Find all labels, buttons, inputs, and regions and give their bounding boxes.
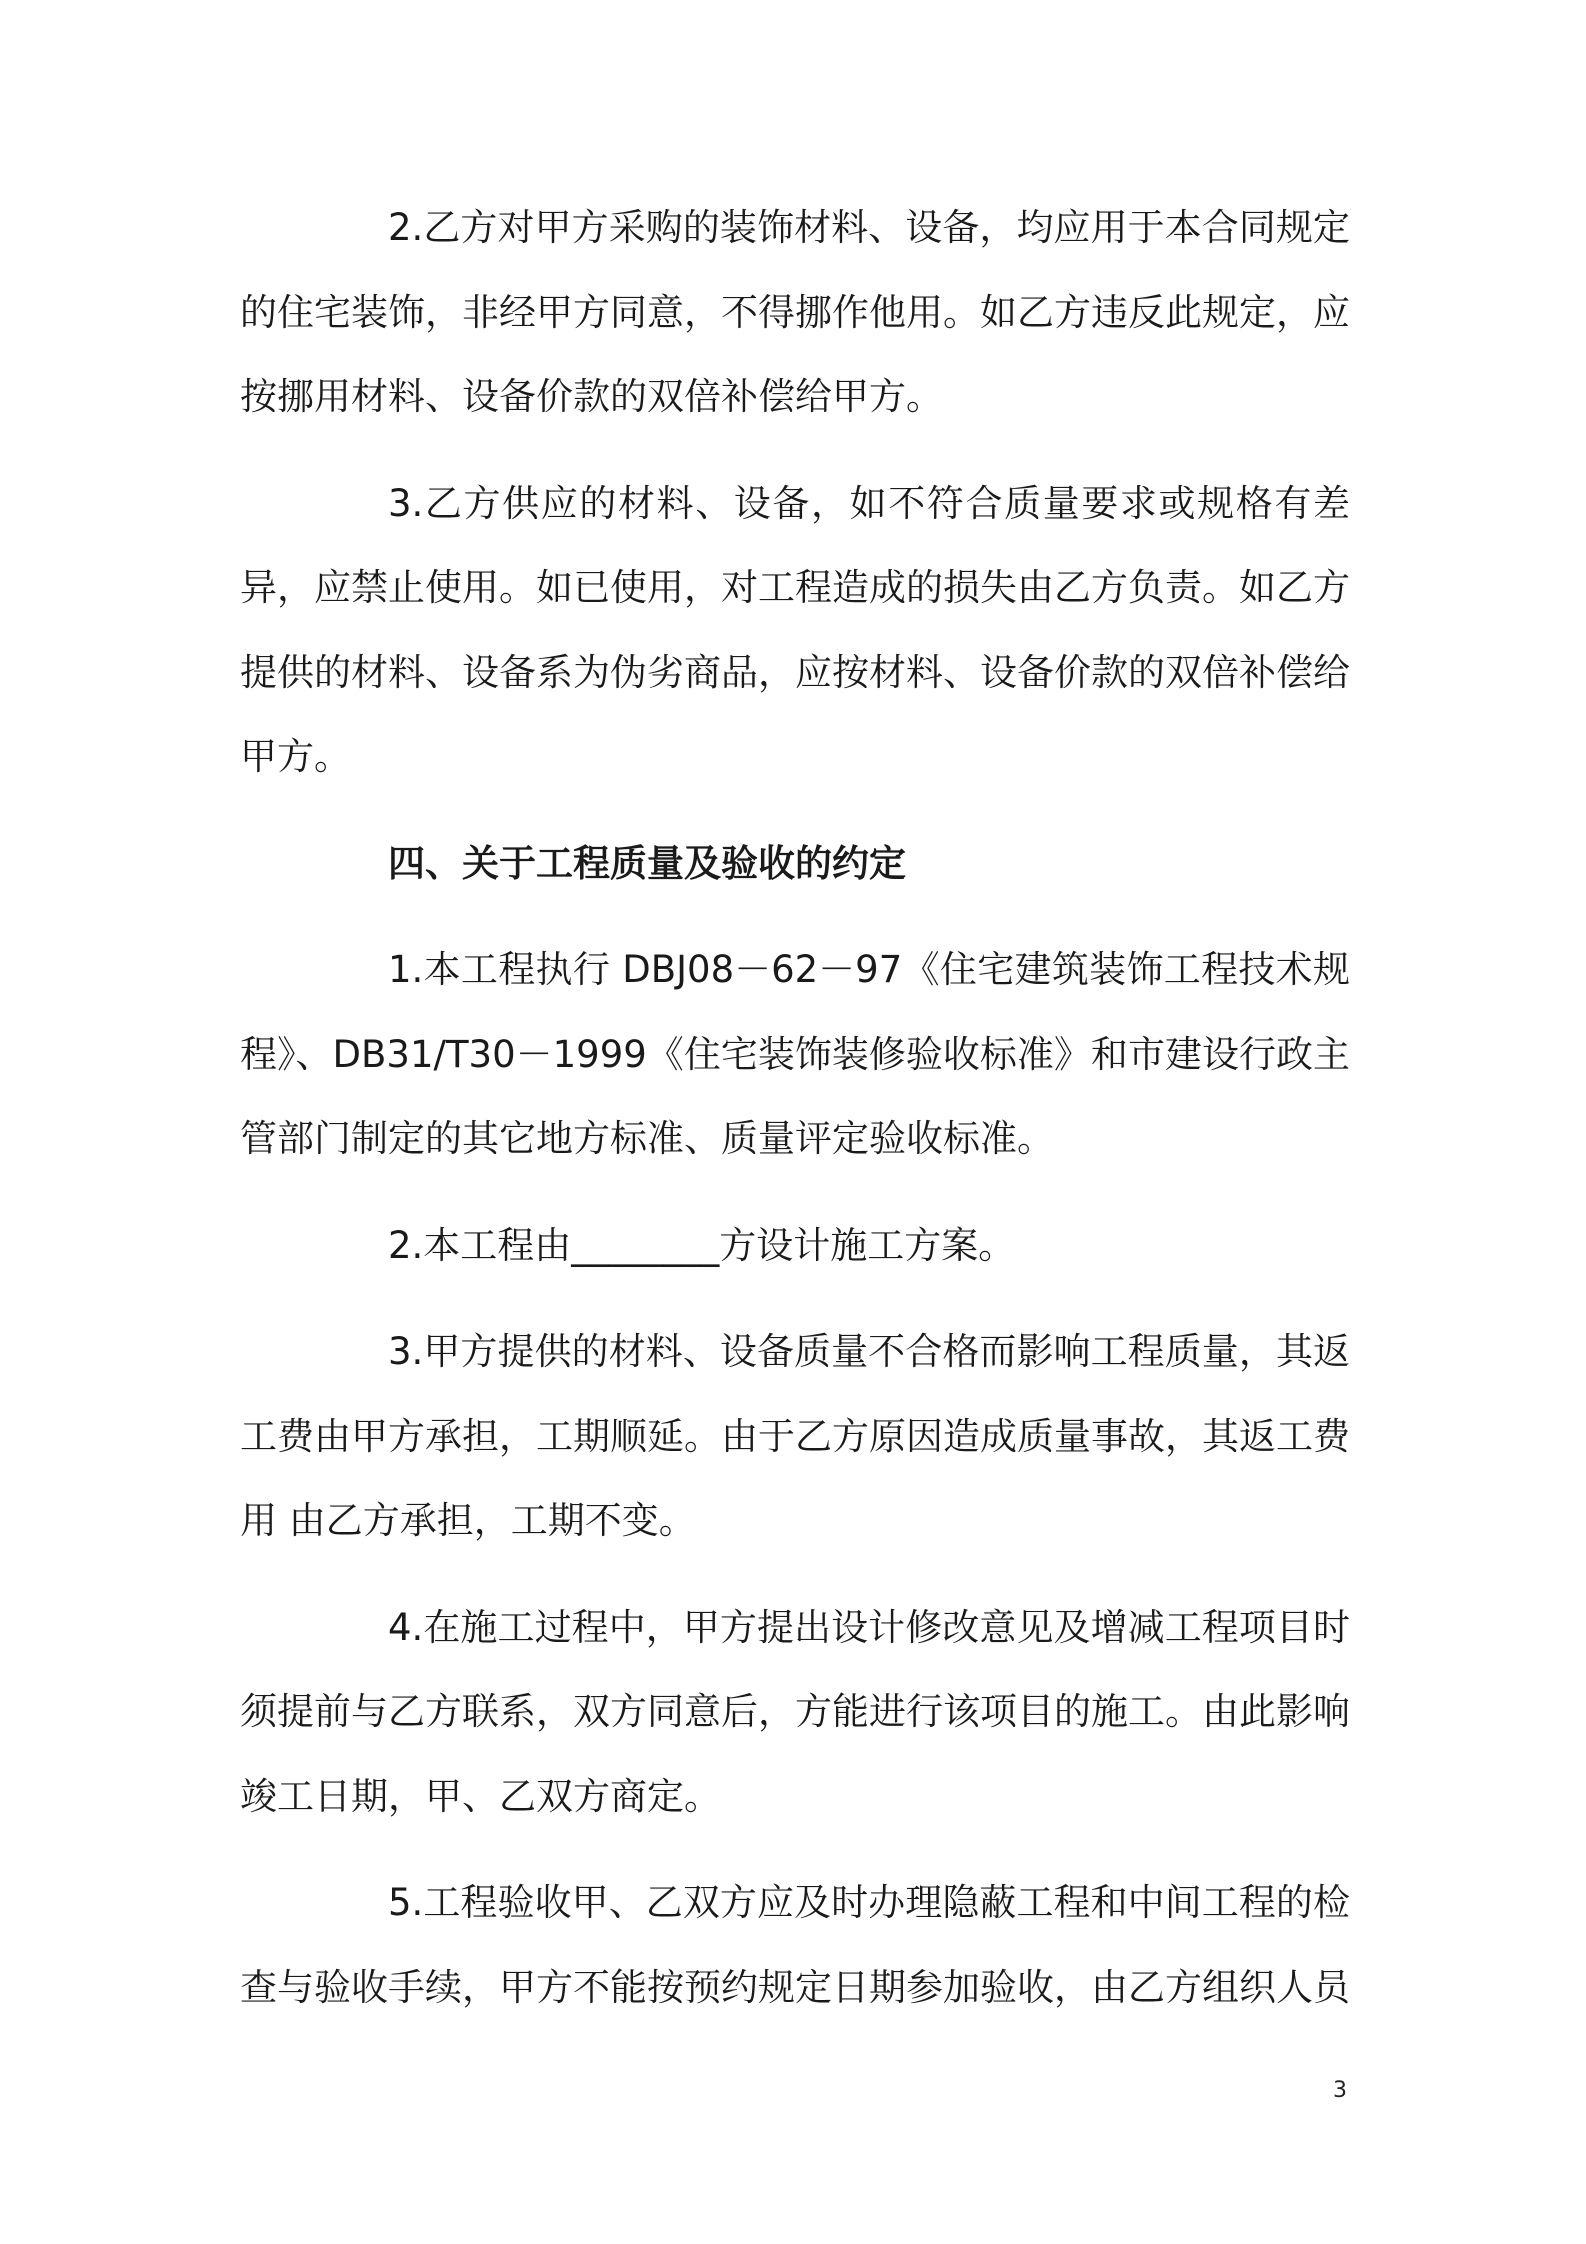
document-body xyxy=(240,186,1350,2052)
section-heading-quality-acceptance: 四、关于工程质量及验收的约定 xyxy=(388,841,906,885)
paragraph-material-usage: 2.乙方对甲方采购的装饰材料、设备，均应用于本合同规定的住宅装饰，非经甲方同意，不得挪作他用。如乙方违反此规定，应按挪用材料、设备价款的双倍补偿给甲方。 xyxy=(240,206,1350,418)
page-number: 3 xyxy=(1333,2078,1347,2103)
paragraph-supplied-materials: 3.乙方供应的材料、设备，如不符合质量要求或规格有差异，应禁止使用。如已使用，对工程造成的损失由乙方负责。如乙方提供的材料、设备系为伪劣商品，应按材料、设备价款的双倍补偿给甲方。 xyxy=(240,481,1350,778)
paragraph-design-changes: 4.在施工过程中，甲方提出设计修改意见及增减工程项目时须提前与乙方联系，双方同意后，方能进行该项目的施工。由此影响竣工日期，甲、乙双方商定。 xyxy=(240,1605,1350,1818)
paragraph-inspection: 5.工程验收甲、乙双方应及时办理隐蔽工程和中间工程的检查与验收手续，甲方不能按预约规定日期参加验收，由乙方组织人员 xyxy=(240,1881,1350,2009)
paragraph-defective-materials: 3.甲方提供的材料、设备质量不合格而影响工程质量，其返工费由甲方承担，工期顺延。由于乙方原因造成质量事故，其返工费用 由乙方承担，工期不变。 xyxy=(240,1330,1350,1542)
paragraph-design-party: 2.本工程由________方设计施工方案。 xyxy=(388,1223,1016,1267)
paragraph-standards: 1.本工程执行 DBJ08－62－97《住宅建筑装饰工程技术规程》、DB31/T30－1999《住宅装饰装修验收标准》和市建设行政主管部门制定的其它地方标准、质量评定验收标准。 xyxy=(240,948,1350,1160)
